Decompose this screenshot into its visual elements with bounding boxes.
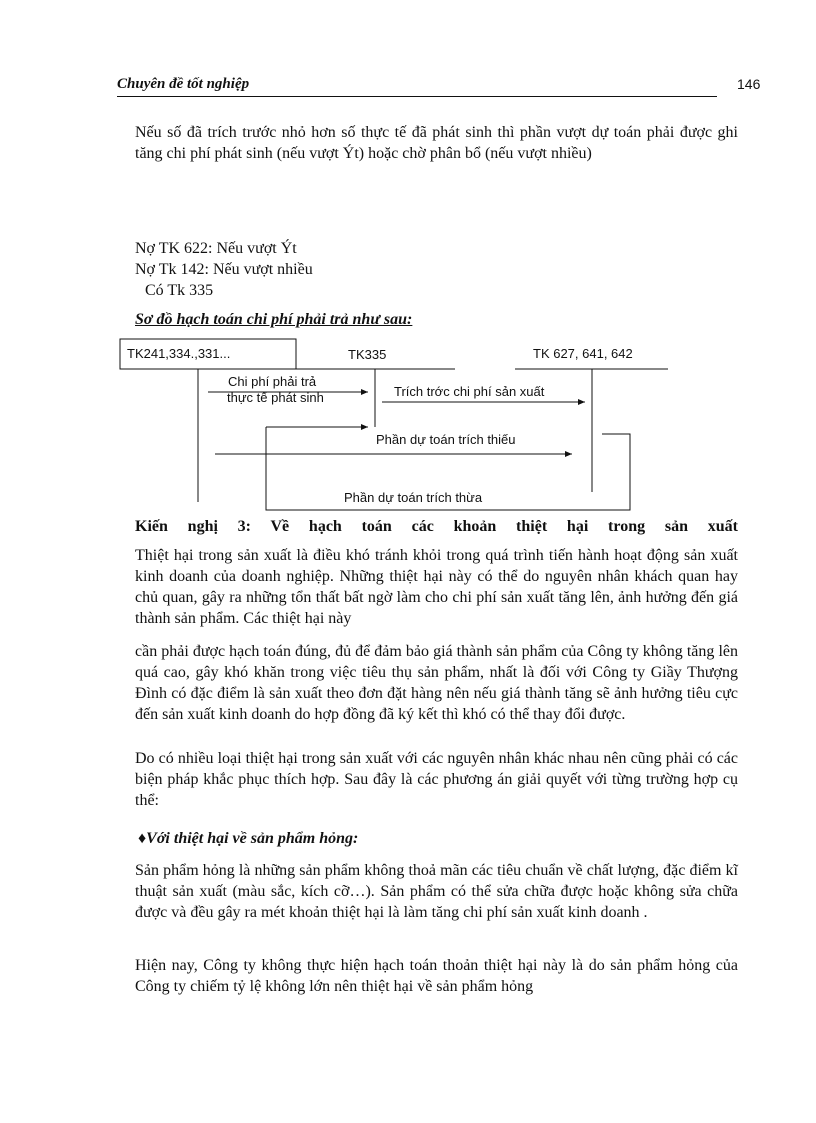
flow-label-actual-cost-2: thực tế phát sinh <box>227 390 324 405</box>
paragraph-defective-definition: Sản phẩm hỏng là những sản phẩm không thoả mãn các tiêu chuẩn về chất lượng, đặc điểm kĩ thuật sản xuất (màu sắc, kích cỡ…). Sản phẩm có thể sửa chữa được hoặc không sửa chữa được và đều gây ra mét khoản thiệt hại là làm tăng chi phí sản xuất kinh doanh . <box>135 862 738 921</box>
flow-label-shortfall: Phần dự toán trích thiếu <box>376 432 516 447</box>
diagram-heading: Sơ đồ hạch toán chi phí phải trả như sau: <box>135 311 413 328</box>
flow-label-excess: Phần dự toán trích thừa <box>344 490 483 505</box>
account-label-tk335: TK335 <box>348 347 387 362</box>
paragraph-damage-intro: Thiệt hại trong sản xuất là điều khó tránh khỏi trong quá trình tiến hành hoạt động sản xuất kinh doanh của doanh nghiệp. Những thiệt hại này có thể do nguyên nhân khách quan hay chủ quan, gây ra những tổn thất bất ngờ làm cho chi phí sản xuất tăng lên, ảnh hưởng đến giá thành sản phẩm. Các thiệt hại này <box>135 547 738 627</box>
account-label-tk627: TK 627, 641, 642 <box>533 346 633 361</box>
journal-entry-debit-142: Nợ Tk 142: Nếu vượt nhiều <box>135 261 313 278</box>
flow-label-accrual: Trích trớc chi phí sản xuất <box>394 384 545 399</box>
journal-entry-debit-622: Nợ TK 622: Nếu vượt Ýt <box>135 240 297 257</box>
flow-label-actual-cost-1: Chi phí phải trả <box>228 374 317 389</box>
recommendation-heading: Kiến nghị 3: Về hạch toán các khoản thiệt hại trong sản xuất <box>135 518 738 535</box>
paragraph-measures: Do có nhiều loại thiệt hại trong sản xuất với các nguyên nhân khác nhau nên cũng phải có các biện pháp khắc phục thích hợp. Sau đây là các phương án giải quyết với từng trường hợp cụ thể: <box>135 750 738 809</box>
account-label-tk241: TK241,334.,331... <box>127 346 231 361</box>
sub-heading-defective-products: ♦Với thiệt hại về sản phẩm hỏng: <box>138 830 359 847</box>
page-number: 146 <box>737 76 761 92</box>
intro-paragraph: Nếu số đã trích trước nhỏ hơn số thực tế đã phát sinh thì phần vượt dự toán phải được ghi tăng chi phí phát sinh (nếu vượt Ýt) hoặc chờ phân bổ (nếu vượt nhiều) <box>135 124 738 162</box>
paragraph-current-practice: Hiện nay, Công ty không thực hiện hạch toán thoản thiệt hại này là do sản phẩm hỏng của Công ty chiếm tỷ lệ không lớn nên thiệt hại về sản phẩm hỏng <box>135 957 738 995</box>
paragraph-accounting-need: cần phải được hạch toán đúng, đủ để đảm bảo giá thành sản phẩm của Công ty không tăng lên quá cao, gây khó khăn trong việc tiêu thụ sản phẩm, nhất là đối với Công ty Giầy Thượng Đình có đặc điểm là sản xuất theo đơn đặt hàng nên nếu giá thành tăng sẽ ảnh hưởng tiêu cực đến sản xuất kinh doanh do hợp đồng đã ký kết thì khó có thể thay đổi được. <box>135 643 738 723</box>
journal-entry-credit-335: Có Tk 335 <box>145 282 214 299</box>
header-title: Chuyên đề tốt nghiệp <box>117 76 250 92</box>
